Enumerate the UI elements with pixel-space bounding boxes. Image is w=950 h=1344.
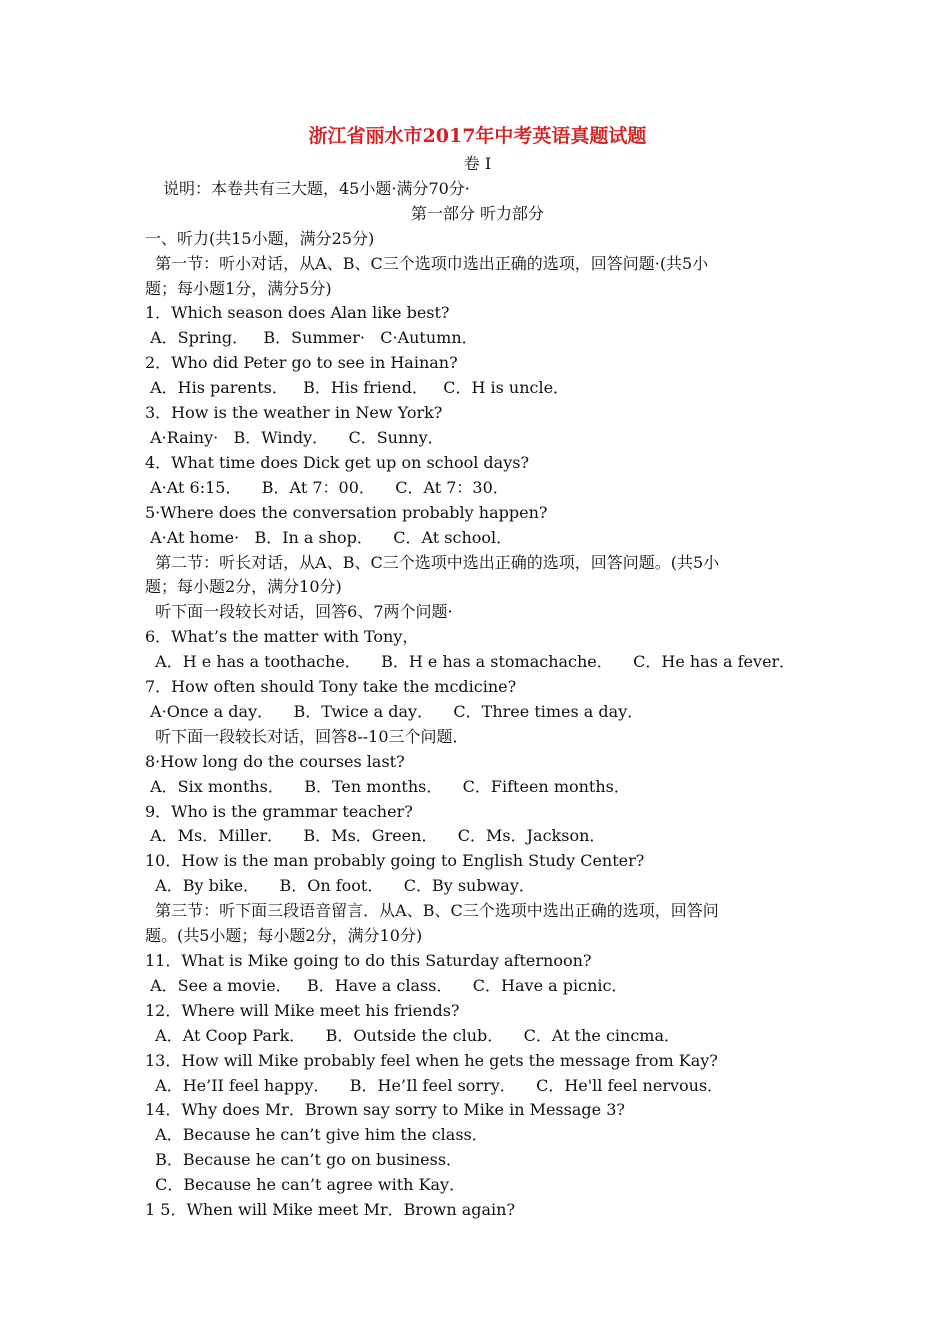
question-line: 11．What is Mike going to do this Saturday afternoon? <box>145 951 592 970</box>
question-line: 14．Why does Mr．Brown say sorry to Mike in Message 3? <box>145 1100 625 1120</box>
options-line: A．Spring． B．Summer· C·Autumn． <box>145 328 478 348</box>
options-line: A·Rainy· B．Windy． C．Sunny． <box>145 427 444 447</box>
question-line: 2．Who did Peter go to see in Hainan? <box>145 353 458 373</box>
options-line: A．His parents． B．His friend． C．H is uncle． <box>145 378 570 398</box>
options-line: A．Six months． B．Ten months． C．Fifteen months． <box>145 776 630 796</box>
exam-title: 浙江省丽水市2017年中考英语真题试题 <box>308 125 647 147</box>
question-line: 1 5．When will Mike meet Mr．Brown again? <box>145 1200 516 1220</box>
options-line: A．Ms．Miller． B．Ms．Green． C．Ms．Jackson． <box>145 826 606 846</box>
section-heading: 一、听力(共15小题，满分25分) <box>145 228 375 248</box>
text-line: 题；每小题2分，满分10分) <box>145 577 342 597</box>
options-line: A．By bike． B．On foot． C．By subway． <box>145 876 535 896</box>
options-line: A．H e has a toothache． B．H e has a stomachache． C．He has a fever． <box>145 652 796 672</box>
text-line: 第二节：听长对话，从A、B、C三个选项中选出正确的选项，回答问题。(共5小 <box>145 552 720 572</box>
options-line: A．Because he can’t give him the class． <box>145 1125 488 1145</box>
text-line: 题。(共5小题；每小题2分，满分10分) <box>145 926 423 946</box>
question-line: 5·Where does the conversation probably happen? <box>145 502 548 522</box>
exam-document <box>145 120 810 1223</box>
text-line: 听下面一段较长对话，回答6、7两个问题· <box>145 602 453 622</box>
instructions-note: 说明：本卷共有三大题，45小题·满分70分· <box>163 178 470 198</box>
options-line: A·At 6:15． B．At 7：00． C．At 7：30． <box>145 477 509 497</box>
question-line: 12．Where will Mike meet his friends? <box>145 1000 460 1020</box>
text-line: 第三节：听下面三段语音留言．从A、B、C三个选项中选出正确的选项，回答问 <box>145 901 719 921</box>
options-line: A．At Coop Park． B．Outside the club． C．At the cincma． <box>145 1025 680 1045</box>
question-line: 8·How long do the courses last? <box>145 751 405 771</box>
text-line: 第一节：听小对话，从A、B、C三个选项巾选出正确的选项，回答问题·(共5小 <box>145 253 709 273</box>
options-line: C．Because he can’t agree with Kay． <box>145 1175 466 1195</box>
options-line: A．See a movie． B．Have a class． C．Have a picnic． <box>145 975 628 995</box>
question-line: 10．How is the man probably going to English Study Center? <box>145 851 645 871</box>
text-line: 题；每小题1分，满分5分) <box>145 278 332 298</box>
question-line: 7．How often should Tony take the mcdicine? <box>145 677 517 697</box>
text-line: 听下面一段较长对话，回答8--10三个问题． <box>145 726 469 746</box>
question-line: 13．How will Mike probably feel when he gets the message from Kay? <box>145 1050 718 1070</box>
options-line: A·Once a day． B．Twice a day． C．Three times a day． <box>145 701 644 721</box>
options-line: A·At home· B．In a shop． C．At school． <box>145 527 513 547</box>
question-line: 9．Who is the grammar teacher? <box>145 801 413 821</box>
question-line: 6．What’s the matter with Tony， <box>145 627 419 647</box>
question-line: 1．Which season does Alan like best? <box>145 303 450 323</box>
options-line: A．He’II feel happy． B．He’Il feel sorry． C．He'll feel nervous． <box>145 1075 724 1095</box>
options-line: B．Because he can’t go on business． <box>145 1150 463 1170</box>
question-line: 4．What time does Dick get up on school days? <box>145 452 530 472</box>
part-heading: 第一部分 听力部分 <box>410 203 545 223</box>
question-line: 3．How is the weather in New York? <box>145 403 443 423</box>
volume-label: 卷 I <box>463 154 492 173</box>
